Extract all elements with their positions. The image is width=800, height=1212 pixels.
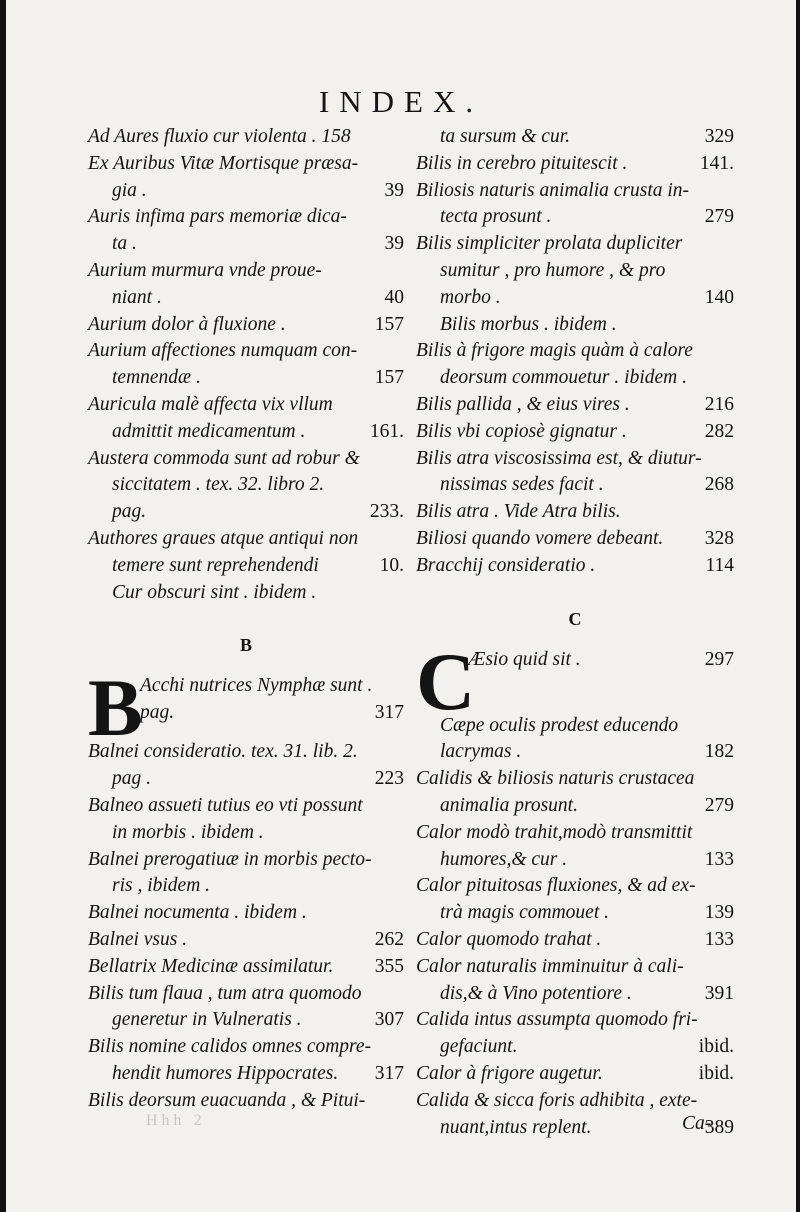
page-number: 40 <box>384 286 404 308</box>
page-number: 141. <box>699 152 734 174</box>
entry-text: niant . <box>112 286 162 308</box>
entry-text: Bellatrix Medicinæ assimilatur. <box>88 955 334 977</box>
index-entry <box>88 124 404 151</box>
entry-text: trà magis commouet . <box>440 902 609 924</box>
index-entry <box>416 954 734 1008</box>
entry-text: Calor modò trahit,modò transmittit <box>416 821 693 843</box>
entry-text: Auricula malè affecta vix vllum <box>88 393 333 415</box>
page-number: 279 <box>704 794 734 816</box>
entry-text: in morbis . ibidem . <box>112 821 264 843</box>
page-number: 233. <box>369 501 404 523</box>
entry-text: Aurium affectiones numquam con- <box>88 340 358 362</box>
drop-cap: C <box>416 635 476 727</box>
index-entry <box>88 739 404 793</box>
catchword: Ca- <box>682 1113 712 1134</box>
entry-text: Calida & sicca foris adhibita , exte- <box>416 1089 698 1111</box>
entry-text: Bilis à frigore magis quàm à calore <box>416 340 693 362</box>
index-entry <box>88 526 404 580</box>
page-number: 140 <box>704 286 734 308</box>
entry-text: dis,& à Vino potentiore . <box>440 982 632 1004</box>
index-entry <box>88 900 404 927</box>
entry-text: Aurium dolor à fluxione . <box>88 313 286 335</box>
index-entry <box>416 766 734 820</box>
index-entry <box>88 927 404 954</box>
entry-text: generetur in Vulneratis . <box>112 1009 302 1031</box>
entry-text: Bilis in cerebro pituitescit . <box>416 152 628 174</box>
entry-text: Bilis morbus . ibidem . <box>440 313 617 335</box>
entry-text: gia . <box>112 179 147 201</box>
page-number: 317 <box>374 702 404 724</box>
entry-text: Balnei consideratio. tex. 31. lib. 2. <box>88 741 358 763</box>
entry-text: Biliosis naturis animalia crusta in- <box>416 179 690 201</box>
entry-text: Balnei vsus . <box>88 928 188 950</box>
index-entry <box>416 820 734 874</box>
page-number: 114 <box>705 554 734 576</box>
entry-text: deorsum commouetur . ibidem . <box>440 367 687 389</box>
entry-text: Calida intus assumpta quomodo fri- <box>416 1009 698 1031</box>
entry-text: hendit humores Hippocrates. <box>112 1062 339 1084</box>
index-entry <box>416 178 734 232</box>
entry-text: pag. <box>140 702 175 724</box>
index-entry <box>88 312 404 339</box>
entry-text: Balnei nocumenta . ibidem . <box>88 902 307 924</box>
page-number: 133 <box>704 928 734 950</box>
entry-text: Austera commoda sunt ad robur & <box>88 447 360 469</box>
index-entry <box>416 446 734 500</box>
page-header: INDEX. <box>318 84 484 119</box>
entry-text: animalia prosunt. <box>440 794 578 816</box>
entry-text: Balneo assueti tutius eo vti possunt <box>88 794 363 816</box>
index-entry <box>88 258 404 312</box>
index-entry <box>88 446 404 526</box>
page-number: 391 <box>704 982 734 1004</box>
entry-text: Bracchij consideratio . <box>416 554 596 576</box>
index-entry <box>88 580 404 607</box>
index-entry <box>416 927 734 954</box>
page-number: 307 <box>374 1009 404 1031</box>
entry-text: Bilis simpliciter prolata dupliciter <box>416 233 683 255</box>
page-number: 39 <box>384 179 404 201</box>
signature-mark-bleedthrough: Hhh 2 <box>146 1112 206 1129</box>
index-entry <box>416 713 734 767</box>
entry-text: Ex Auribus Vitæ Mortisque præsa- <box>88 152 359 174</box>
section-letter: B <box>239 635 252 656</box>
index-entry <box>416 873 734 927</box>
entry-text: nuant,intus replent. <box>440 1116 592 1138</box>
entry-text: Aurium murmura vnde proue- <box>88 259 322 281</box>
page-number: 157 <box>374 367 404 389</box>
entry-text: Calor naturalis imminuitur à cali- <box>416 955 684 977</box>
index-entry <box>416 338 734 392</box>
index-entry <box>88 1034 404 1088</box>
index-entry <box>416 419 734 446</box>
entry-text: sumitur , pro humore , & pro <box>440 259 666 281</box>
entry-text: pag . <box>112 768 151 790</box>
page-number: 216 <box>704 393 734 415</box>
index-entry <box>416 124 734 151</box>
page-number: ibid. <box>698 1062 734 1084</box>
entry-text: ta sursum & cur. <box>440 126 571 147</box>
page-number: 389 <box>704 1116 734 1138</box>
entry-text: ris , ibidem . <box>112 875 211 897</box>
index-entry <box>88 793 404 847</box>
page-number: 297 <box>704 648 734 670</box>
index-entry <box>416 1061 734 1088</box>
index-entry <box>416 392 734 419</box>
entry-text: Acchi nutrices Nymphæ sunt . <box>140 675 373 697</box>
index-entry <box>88 954 404 981</box>
index-entry <box>88 151 404 205</box>
page-number: 317 <box>374 1062 404 1084</box>
page-number: 279 <box>704 206 734 228</box>
entry-text: Æsio quid sit . <box>468 648 581 670</box>
entry-text: temere sunt reprehendendi <box>112 554 319 576</box>
page-number: 329 <box>704 126 734 147</box>
section-letter: C <box>568 608 582 629</box>
index-entry <box>416 1007 734 1061</box>
entry-text: siccitatem . tex. 32. libro 2. <box>112 474 325 496</box>
index-entry <box>416 526 734 553</box>
entry-text: tecta prosunt . <box>440 206 552 228</box>
drop-cap: B <box>88 662 143 754</box>
index-entry <box>416 231 734 311</box>
entry-text: Cur obscuri sint . ibidem . <box>112 581 317 603</box>
entry-text: nissimas sedes facit . <box>440 474 604 496</box>
entry-text: Bilis atra viscosissima est, & diutur- <box>416 447 702 469</box>
entry-text: lacrymas . <box>440 741 522 763</box>
page-number: 182 <box>704 741 734 763</box>
index-entry <box>88 338 404 392</box>
index-entry <box>88 1088 404 1115</box>
right-column <box>416 124 734 1141</box>
entry-text: morbo . <box>440 286 501 308</box>
entry-text: Calor pituitosas fluxiones, & ad ex- <box>416 875 696 897</box>
index-entry <box>88 392 404 446</box>
entry-text: Calor quomodo trahat . <box>416 928 602 950</box>
page-number: 139 <box>704 902 734 924</box>
entry-text: Calor à frigore augetur. <box>416 1062 603 1084</box>
entry-text: ta . <box>112 233 137 255</box>
entry-text: Cæpe oculis prodest educendo <box>440 714 679 736</box>
index-entry <box>88 981 404 1035</box>
entry-text: Ad Aures fluxio cur violenta . 158 <box>88 126 351 147</box>
entry-text: Bilis pallida , & eius vires . <box>416 393 630 415</box>
page-number: 223 <box>374 768 404 790</box>
page-number: 355 <box>374 955 404 977</box>
entry-text: temnendæ . <box>112 367 201 389</box>
page-number: 161. <box>369 420 404 442</box>
entry-text: Biliosi quando vomere debeant. <box>416 527 664 549</box>
entry-text: Bilis nomine calidos omnes compre- <box>88 1036 372 1058</box>
entry-text: pag. <box>112 501 147 523</box>
entry-text: Bilis tum flaua , tum atra quomodo <box>88 982 362 1004</box>
entry-text: Auris infima pars memoriæ dica- <box>88 206 347 228</box>
entry-text: admittit medicamentum . <box>112 420 306 442</box>
left-column <box>88 124 404 1115</box>
entry-text: gefaciunt. <box>440 1036 518 1058</box>
page-number: 262 <box>374 928 404 950</box>
entry-text: humores,& cur . <box>440 848 568 870</box>
page-number: 133 <box>704 848 734 870</box>
entry-text: Bilis atra . Vide Atra bilis. <box>416 501 621 523</box>
entry-text: Authores graues atque antiqui non <box>88 527 359 549</box>
index-entry <box>416 553 734 580</box>
page-number: ibid. <box>698 1036 734 1058</box>
index-entry <box>88 847 404 901</box>
page-number: 268 <box>704 474 734 496</box>
page-number: 282 <box>704 420 734 442</box>
page-number: 157 <box>374 313 404 335</box>
index-entry <box>416 151 734 178</box>
index-entry <box>416 499 734 526</box>
index-entry <box>88 204 404 258</box>
index-entry <box>416 312 734 339</box>
entry-text: Bilis deorsum euacuanda , & Pitui- <box>88 1089 366 1111</box>
entry-text: Bilis vbi copiosè gignatur . <box>416 420 627 442</box>
book-page <box>6 0 796 1212</box>
page-number: 39 <box>384 233 404 255</box>
entry-text: Calidis & biliosis naturis crustacea <box>416 768 695 790</box>
page-number: 328 <box>704 527 734 549</box>
page-number: 10. <box>379 554 404 576</box>
entry-text: Balnei prerogatiuæ in morbis pecto- <box>88 848 372 870</box>
